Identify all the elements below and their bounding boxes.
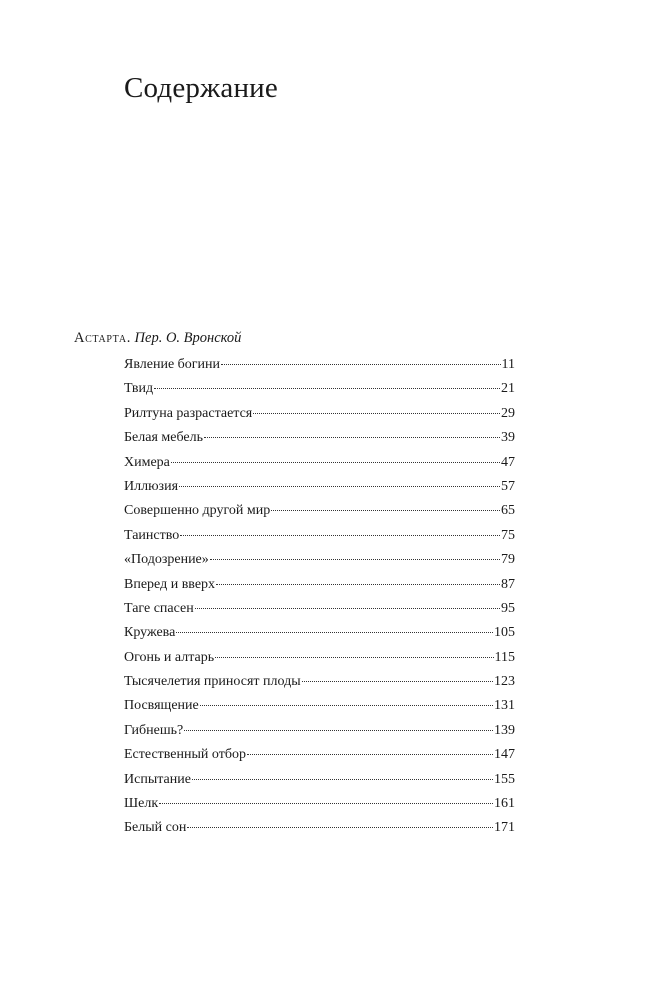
toc-entry-title: Рилтуна разрастается bbox=[124, 405, 253, 421]
toc-entry-title: Таге спасен bbox=[124, 600, 194, 616]
toc-list bbox=[124, 353, 515, 841]
toc-dot-leader bbox=[171, 461, 500, 463]
toc-entry-title: Огонь и алтарь bbox=[124, 649, 215, 665]
toc-entry-title: Кружева bbox=[124, 625, 176, 641]
toc-entry[interactable] bbox=[124, 426, 515, 450]
toc-dot-leader bbox=[271, 509, 500, 511]
toc-entry-title: «Подозрение» bbox=[124, 552, 209, 568]
toc-entry-title: Таинство bbox=[124, 527, 180, 543]
toc-entry[interactable] bbox=[124, 719, 515, 743]
toc-dot-leader bbox=[215, 656, 493, 658]
toc-entry-page: 171 bbox=[494, 820, 515, 836]
section-translator: Пер. О. Вронской bbox=[134, 330, 242, 346]
toc-entry-page: 57 bbox=[501, 478, 515, 494]
toc-dot-leader bbox=[184, 729, 493, 731]
toc-dot-leader bbox=[221, 363, 501, 365]
toc-dot-leader bbox=[302, 680, 493, 682]
toc-dot-leader bbox=[159, 802, 493, 804]
toc-dot-leader bbox=[216, 583, 500, 585]
toc-entry[interactable] bbox=[124, 451, 515, 475]
toc-dot-leader bbox=[204, 436, 500, 438]
toc-entry-page: 123 bbox=[494, 674, 515, 690]
toc-entry-page: 47 bbox=[501, 454, 515, 470]
toc-entry[interactable] bbox=[124, 621, 515, 645]
toc-entry-title: Гибнешь? bbox=[124, 722, 184, 738]
toc-entry-title: Белая мебель bbox=[124, 430, 203, 446]
toc-entry-page: 11 bbox=[501, 357, 515, 372]
toc-entry[interactable] bbox=[124, 377, 515, 401]
toc-entry-page: 79 bbox=[501, 552, 515, 568]
section-heading bbox=[74, 329, 241, 347]
toc-entry-page: 29 bbox=[501, 405, 515, 421]
toc-dot-leader bbox=[247, 753, 493, 755]
toc-entry-title: Твид bbox=[124, 381, 154, 397]
toc-entry-page: 39 bbox=[501, 430, 515, 446]
toc-entry[interactable] bbox=[124, 499, 515, 523]
section-author: Астарта. bbox=[74, 330, 131, 346]
toc-entry-title: Явление богини bbox=[124, 357, 221, 372]
toc-dot-leader bbox=[210, 558, 500, 560]
toc-dot-leader bbox=[253, 412, 500, 414]
toc-entry-page: 147 bbox=[494, 747, 515, 763]
toc-dot-leader bbox=[180, 534, 500, 536]
toc-entry-title: Испытание bbox=[124, 771, 191, 787]
toc-dot-leader bbox=[176, 631, 493, 633]
toc-entry[interactable] bbox=[124, 353, 515, 377]
toc-entry-title: Иллюзия bbox=[124, 478, 179, 494]
toc-entry[interactable] bbox=[124, 792, 515, 816]
toc-entry[interactable] bbox=[124, 524, 515, 548]
toc-entry-title: Посвящение bbox=[124, 698, 199, 714]
toc-entry-title: Белый сон bbox=[124, 820, 187, 836]
toc-entry-page: 87 bbox=[501, 576, 515, 592]
toc-entry-page: 105 bbox=[494, 625, 515, 641]
toc-dot-leader bbox=[192, 778, 493, 780]
toc-entry-title: Тысячелетия приносят плоды bbox=[124, 674, 301, 690]
toc-entry[interactable] bbox=[124, 816, 515, 840]
toc-entry-page: 115 bbox=[494, 649, 515, 665]
toc-dot-leader bbox=[200, 704, 493, 706]
toc-entry[interactable] bbox=[124, 597, 515, 621]
toc-dot-leader bbox=[187, 826, 493, 828]
toc-dot-leader bbox=[179, 485, 500, 487]
toc-entry-page: 65 bbox=[501, 503, 515, 519]
toc-entry-page: 155 bbox=[494, 771, 515, 787]
toc-entry[interactable] bbox=[124, 768, 515, 792]
toc-entry[interactable] bbox=[124, 548, 515, 572]
toc-entry-title: Совершенно другой мир bbox=[124, 503, 271, 519]
toc-entry[interactable] bbox=[124, 646, 515, 670]
page-title: Содержание bbox=[124, 72, 278, 104]
toc-entry-title: Химера bbox=[124, 454, 170, 470]
toc-entry[interactable] bbox=[124, 475, 515, 499]
toc-entry-title: Шелк bbox=[124, 796, 159, 812]
toc-entry[interactable] bbox=[124, 402, 515, 426]
toc-entry-page: 21 bbox=[501, 381, 515, 397]
toc-entry-page: 161 bbox=[494, 796, 515, 812]
toc-dot-leader bbox=[154, 387, 500, 389]
toc-entry[interactable] bbox=[124, 670, 515, 694]
toc-entry[interactable] bbox=[124, 694, 515, 718]
toc-entry-page: 95 bbox=[501, 600, 515, 616]
toc-entry-title: Вперед и вверх bbox=[124, 576, 216, 592]
toc-entry-page: 131 bbox=[494, 698, 515, 714]
toc-entry[interactable] bbox=[124, 743, 515, 767]
toc-entry-page: 75 bbox=[501, 527, 515, 543]
toc-entry[interactable] bbox=[124, 573, 515, 597]
toc-entry-title: Естественный отбор bbox=[124, 747, 246, 763]
toc-entry-page: 139 bbox=[494, 722, 515, 738]
toc-dot-leader bbox=[195, 607, 500, 609]
